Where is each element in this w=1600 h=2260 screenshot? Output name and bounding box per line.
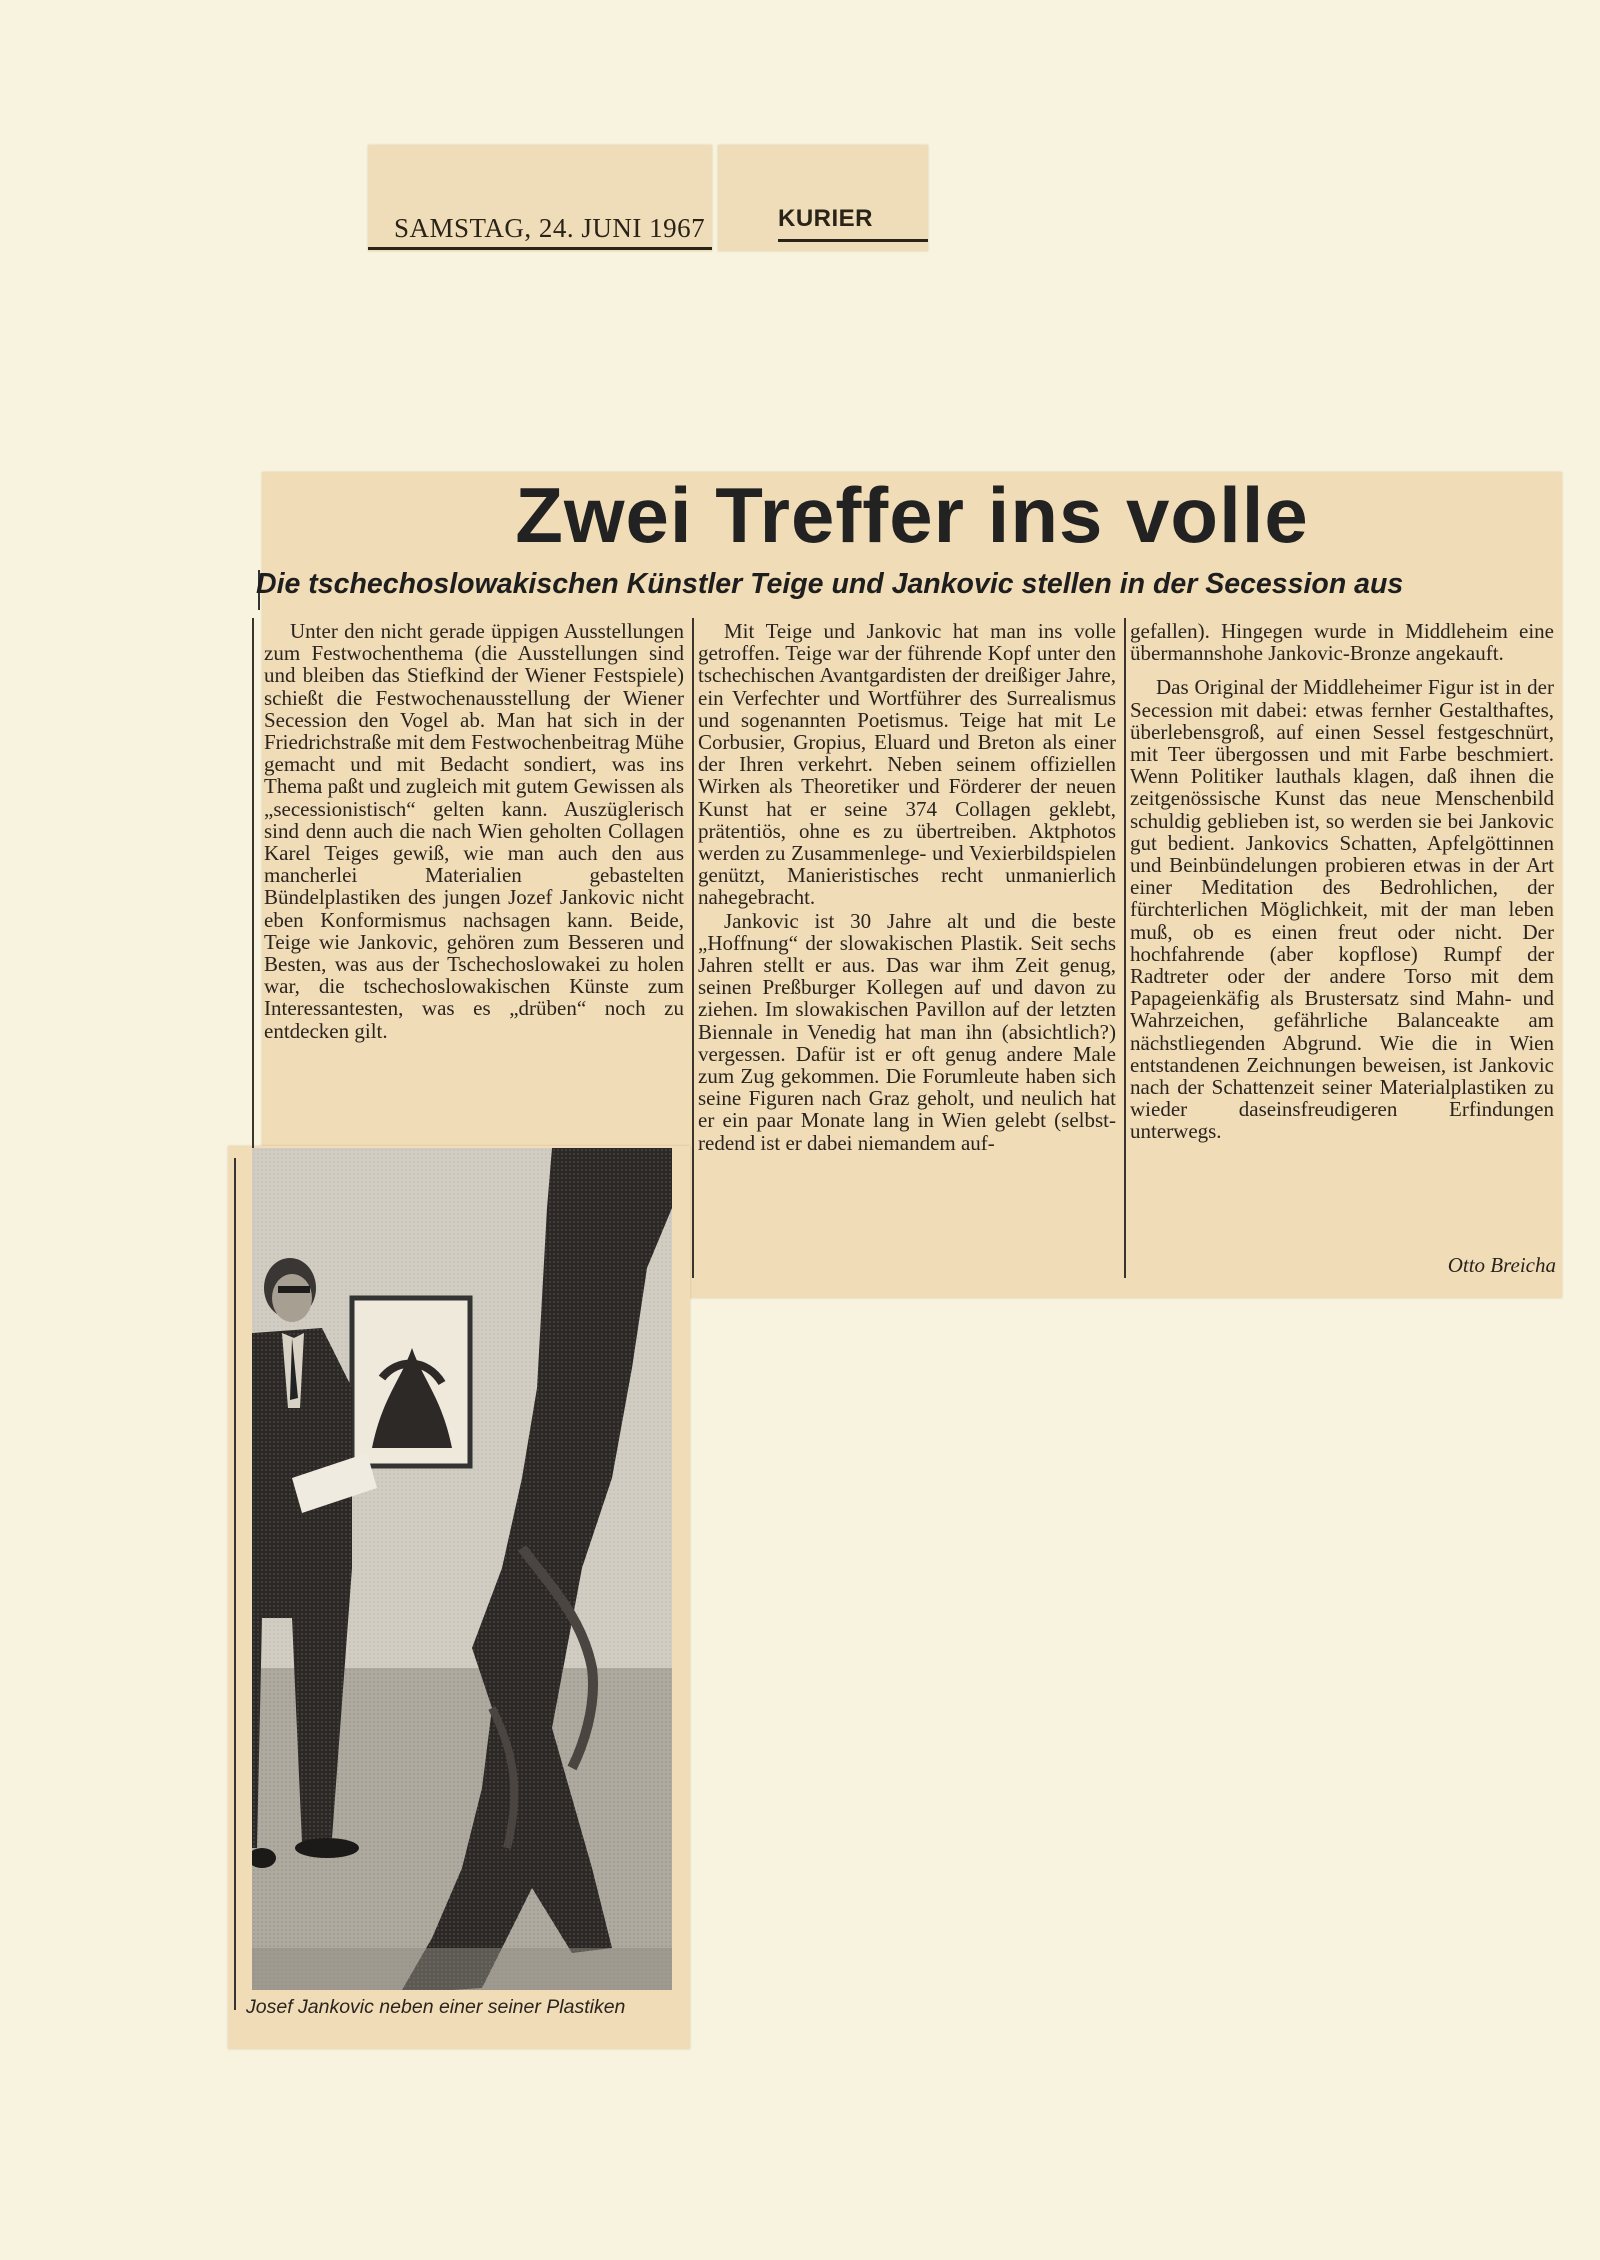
- article-photo: [252, 1148, 672, 1990]
- photo-rule: [234, 1158, 236, 2010]
- headline: Zwei Treffer ins volle: [515, 471, 1309, 559]
- author-byline: Otto Breicha: [1447, 1253, 1556, 1277]
- date-rule: [368, 247, 712, 250]
- article-column-1: [264, 620, 684, 1042]
- date-clipping: [368, 145, 712, 251]
- photo-illustration: [252, 1148, 672, 1990]
- publication-date: SAMSTAG, 24. JUNI 1967: [394, 213, 706, 243]
- newspaper-name: KURIER: [778, 205, 874, 232]
- source-clipping: [718, 145, 928, 251]
- paragraph: gefallen). Hingegen wurde in Middleheim eine übermannshohe Jankovic-Bronze angekauft.: [1130, 619, 1554, 666]
- column-rule-2: [1124, 618, 1126, 1278]
- column-rule-left: [252, 618, 254, 1158]
- article-column-3: [1130, 620, 1554, 1143]
- column-rule-1: [692, 618, 694, 1278]
- paragraph: Mit Teige und Jankovic hat man ins volle getroffen. Teige war der führende Kopf unter den tschechischen Avantgardisten der dreißiger Jahre, ein Verfechter und Wortführer des Surrealismus und sogenannten Poetismus. Teige hat mit Le Corbusier, Gropius, Eluard und Breton als einer der Ihren verkehrt. Neben seinem offiziellen Wirken als Theoretiker und Förderer der neuen Kunst hat er seine 374 Collagen geklebt, prätentiös, ohne es zu übertreiben. Aktphotos werden zu Zusammenlege- und Vexierbildspielen genützt, Manieristisches recht unmanierlich nahegebracht.: [698, 619, 1116, 910]
- paragraph: Das Original der Middleheimer Figur ist in der Secession mit dabei: etwas fernher Gestalthaftes, überlebensgroß, auf einen Sessel festgeschnürt, mit Teer übergossen und mit Farbe beschmiert. Wenn Politiker lauthals klagen, daß ihnen die zeitgenössische Kunst das neue Menschenbild schuldig geblieben ist, so werden sie bei Jankovic gut bedient. Jankovics Schatten, Apfelgöttinnen und Beinbündelungen probieren etwas in der Art einer Meditation des Bedrohlichen, der fürchterlichen Möglichkeit, mit der man leben muß, ob es einen freut oder nicht. Der hochfahrende (aber kopflose) Rumpf der Radtreter oder der andere Torso mit dem Papageienkäfig als Brustersatz sind Mahn- und Wahrzeichen, gefährliche Balanceakte am nächstliegenden Abgrund. Wie die in Wien entstandenen Zeichnungen beweisen, ist Jankovic nach der Schattenzeit seiner Materialplastiken zu wieder daseinsfreudigeren Erfindungen unterwegs.: [1130, 675, 1554, 1144]
- subheadline: Die tschechoslowakischen Künstler Teige und Jankovic stellen in der Secession aus: [256, 568, 1404, 600]
- source-rule: [778, 239, 928, 242]
- article-column-2: [698, 620, 1116, 1154]
- paragraph: Jankovic ist 30 Jahre alt und die beste „Hoffnung“ der slowakischen Plastik. Seit sechs Jahren stellt er aus. Das war ihm Zeit genug, seinen Preßburger Kollegen auf und davon zu ziehen. Im slowakischen Pavillon auf der letzten Biennale in Venedig hat man ihn (absichtlich?) vergessen. Dafür ist er oft genug andere Male zum Zug gekommen. Die Forumleute haben sich seine Figuren nach Graz geholt, und neulich hat er ein paar Monate lang in Wien gelebt (selbstredend ist er dabei niemandem auf-: [698, 908, 1116, 1155]
- photo-caption: Josef Jankovic neben einer seiner Plastiken: [246, 1996, 626, 2018]
- paragraph: Unter den nicht gerade üppigen Ausstellungen zum Festwochenthema (die Ausstellungen sind und bleiben das Stiefkind der Wiener Festspiele) schießt die Festwochenausstellung der Wiener Secession den Vogel ab. Man hat sich in der Friedrichstraße mit dem Festwochenbeitrag Mühe gemacht und mit Bedacht sondiert, was ins Thema paßt und zugleich mit gutem Gewissen als „secessionistisch“ gelten kann. Auszüglerisch sind denn auch die nach Wien geholten Collagen Karel Teiges gewiß, wie man auch den aus mancherlei Materialien gebastelten Bündelplastiken des jungen Jozef Jankovic nicht eben Konformismus nachsagen kann. Beide, Teige wie Jankovic, gehören zum Besseren und Besten, was aus der Tschechoslowakei zu holen war, die tschechoslowakischen Künste zum Interessantesten, was es „drüben“ noch zu entdecken gilt.: [264, 619, 684, 1043]
